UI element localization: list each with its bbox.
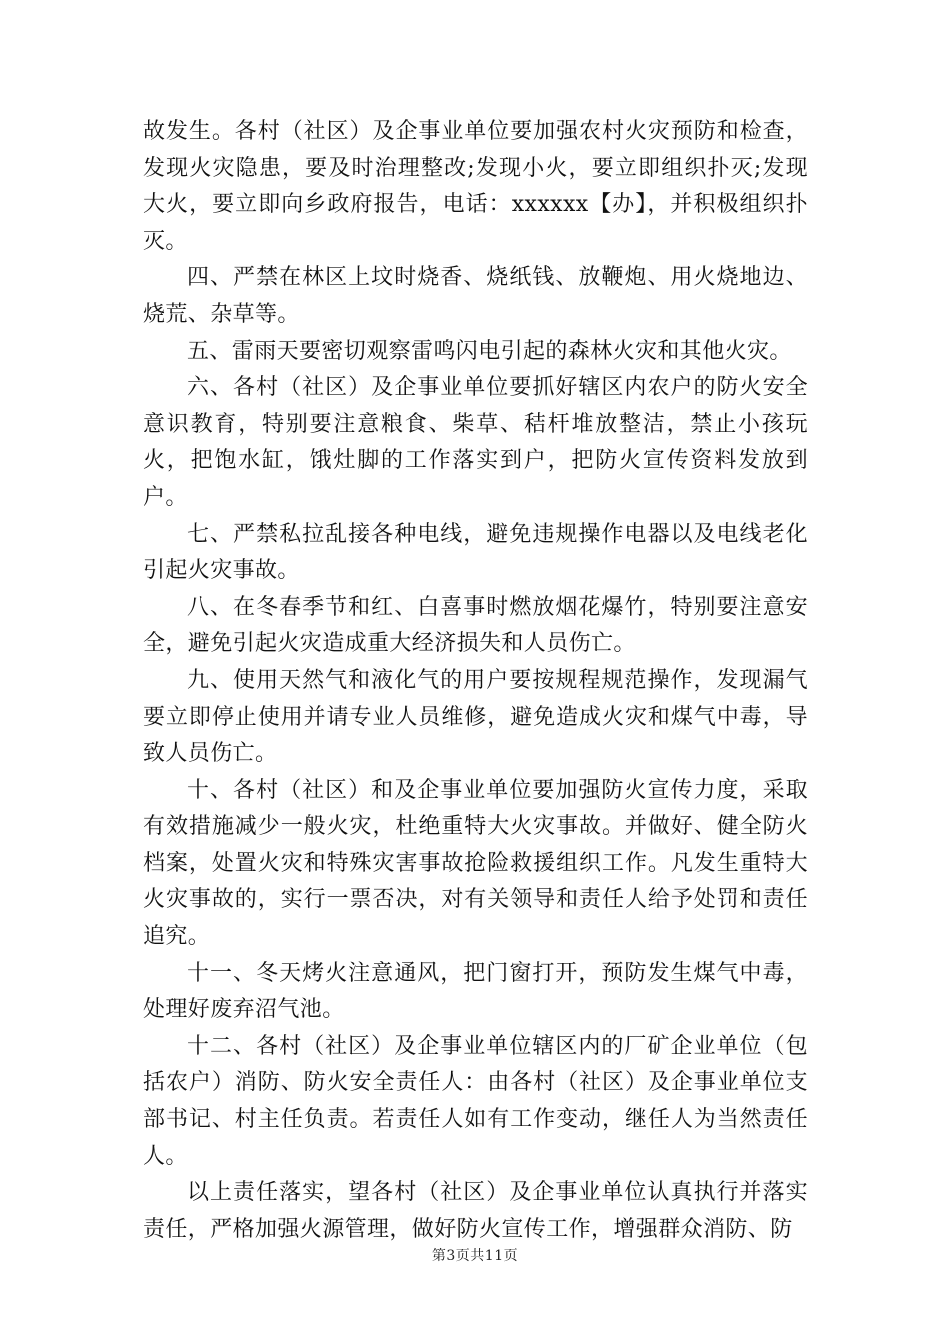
paragraph-item-7: 七、严禁私拉乱接各种电线，避免违规操作电器以及电线老化引起火灾事故。 <box>143 521 808 584</box>
paragraph-item-12: 十二、各村（社区）及企事业单位辖区内的厂矿企业单位（包括农户）消防、防火安全责任人：由各村（社区）及企事业单位支部书记、村主任负责。若责任人如有工作变动，继任人为当然责任人。 <box>143 1033 808 1169</box>
paragraph-item-11: 十一、冬天烤火注意通风，把门窗打开，预防发生煤气中毒，处理好废弃沼气池。 <box>143 960 808 1023</box>
paragraph-conclusion: 以上责任落实，望各村（社区）及企事业单位认真执行并落实责任，严格加强火源管理，做好防火宣传工作，增强群众消防、防 <box>143 1180 808 1242</box>
document-body <box>143 114 808 1248</box>
page-number-footer: 第3页共11页 <box>431 1248 519 1264</box>
paragraph-item-5: 五、雷雨天要密切观察雷鸣闪电引起的森林火灾和其他火灾。 <box>187 338 792 364</box>
paragraph-item-4: 四、严禁在林区上坟时烧香、烧纸钱、放鞭炮、用火烧地边、烧荒、杂草等。 <box>143 265 808 327</box>
paragraph-item-8: 八、在冬春季节和红、白喜事时燃放烟花爆竹，特别要注意安全，避免引起火灾造成重大经济损失和人员伤亡。 <box>143 594 808 657</box>
paragraph-continued: 故发生。各村（社区）及企事业单位要加强农村火灾预防和检查，发现火灾隐患，要及时治理整改;发现小火，要立即组织扑灭;发现大火，要立即向乡政府报告，电话：xxxxxx【办】，并积极组织扑灭。 <box>143 119 808 254</box>
paragraph-item-6: 六、各村（社区）及企事业单位要抓好辖区内农户的防火安全意识教育，特别要注意粮食、柴草、秸杆堆放整洁，禁止小孩玩火，把饱水缸，饿灶脚的工作落实到户，把防火宣传资料发放到户。 <box>143 375 808 510</box>
paragraph-item-9: 九、使用天然气和液化气的用户要按规程规范操作，发现漏气要立即停止使用并请专业人员维修，避免造成火灾和煤气中毒，导致人员伤亡。 <box>143 667 808 767</box>
paragraph-item-10: 十、各村（社区）和及企事业单位要加强防火宣传力度，采取有效措施减少一般火灾，杜绝重特大火灾事故。并做好、健全防火档案，处置火灾和特殊灾害事故抢险救援组织工作。凡发生重特大火灾事故的，实行一票否决，对有关领导和责任人给予处罚和责任追究。 <box>143 777 808 950</box>
